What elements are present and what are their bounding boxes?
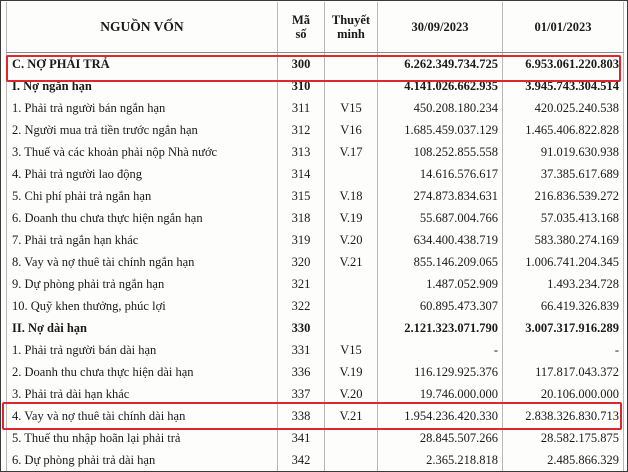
row-value-period-2: 20.106.000.000 — [503, 383, 624, 405]
table-row — [7, 97, 624, 119]
table-row — [7, 383, 624, 405]
row-value-period-1: 108.252.855.558 — [378, 141, 503, 163]
row-code: 342 — [278, 449, 325, 471]
row-code: 341 — [278, 427, 325, 449]
table-row — [7, 361, 624, 383]
balance-sheet-liabilities-table — [6, 2, 624, 471]
row-note: V.19 — [325, 207, 378, 229]
row-code: 331 — [278, 339, 325, 361]
table-row — [7, 119, 624, 141]
row-code: 318 — [278, 207, 325, 229]
row-note — [325, 427, 378, 449]
row-note: V.20 — [325, 229, 378, 251]
row-value-period-1: 55.687.004.766 — [378, 207, 503, 229]
row-code: 321 — [278, 273, 325, 295]
row-note: V.21 — [325, 405, 378, 427]
table-row — [7, 163, 624, 185]
row-name: 1. Phải trả người bán dài hạn — [7, 339, 278, 361]
row-value-period-2: 66.419.326.839 — [503, 295, 624, 317]
table-row — [7, 339, 624, 361]
row-value-period-1: 274.873.834.631 — [378, 185, 503, 207]
table-row — [7, 427, 624, 449]
row-name: 1. Phải trả người bán ngắn hạn — [7, 97, 278, 119]
row-value-period-1: 450.208.180.234 — [378, 97, 503, 119]
row-note — [325, 449, 378, 471]
row-note: V15 — [325, 339, 378, 361]
row-value-period-2: 2.838.326.830.713 — [503, 405, 624, 427]
row-name: 10. Quỹ khen thưởng, phúc lợi — [7, 295, 278, 317]
row-value-period-2: 2.485.866.329 — [503, 449, 624, 471]
row-note: V16 — [325, 119, 378, 141]
row-name: 6. Dự phòng phải trả dài hạn — [7, 449, 278, 471]
row-note: V.21 — [325, 251, 378, 273]
row-note: V.19 — [325, 361, 378, 383]
table-row — [7, 251, 624, 273]
row-code: 337 — [278, 383, 325, 405]
row-name: 6. Doanh thu chưa thực hiện ngắn hạn — [7, 207, 278, 229]
row-value-period-1: 1.954.236.420.330 — [378, 405, 503, 427]
row-value-period-2: 3.945.743.304.514 — [503, 75, 624, 97]
header-code — [278, 2, 325, 53]
row-value-period-1: 6.262.349.734.725 — [378, 53, 503, 76]
row-code: 300 — [278, 53, 325, 76]
row-note — [325, 295, 378, 317]
row-note — [325, 163, 378, 185]
row-value-period-1: 1.685.459.037.129 — [378, 119, 503, 141]
row-name: 4. Phải trả người lao động — [7, 163, 278, 185]
row-value-period-2: 6.953.061.220.803 — [503, 53, 624, 76]
row-code: 320 — [278, 251, 325, 273]
row-value-period-2: 37.385.617.689 — [503, 163, 624, 185]
row-code: 315 — [278, 185, 325, 207]
row-name: 4. Vay và nợ thuê tài chính dài hạn — [7, 405, 278, 427]
row-value-period-2: 1.465.406.822.828 — [503, 119, 624, 141]
row-name: 2. Người mua trả tiền trước ngắn hạn — [7, 119, 278, 141]
row-value-period-1: 2.121.323.071.790 — [378, 317, 503, 339]
row-value-period-2: 91.019.630.938 — [503, 141, 624, 163]
row-code: 314 — [278, 163, 325, 185]
row-code: 310 — [278, 75, 325, 97]
header-note-line1: Thuyết — [331, 13, 371, 27]
row-note — [325, 53, 378, 76]
row-name: 8. Vay và nợ thuê tài chính ngắn hạn — [7, 251, 278, 273]
row-name: II. Nợ dài hạn — [7, 317, 278, 339]
row-name: 3. Thuế và các khoản phải nộp Nhà nước — [7, 141, 278, 163]
header-code-line2: số — [295, 27, 307, 41]
row-value-period-2: 1.493.234.728 — [503, 273, 624, 295]
row-value-period-1: 14.616.576.617 — [378, 163, 503, 185]
row-value-period-1: 2.365.218.818 — [378, 449, 503, 471]
header-note-line2: minh — [337, 27, 365, 41]
row-value-period-1: 28.845.507.266 — [378, 427, 503, 449]
row-note — [325, 273, 378, 295]
header-period-1: 30/09/2023 — [378, 2, 503, 53]
row-value-period-2: 216.836.539.272 — [503, 185, 624, 207]
row-code: 322 — [278, 295, 325, 317]
table-row — [7, 317, 624, 339]
row-value-period-2: - — [503, 339, 624, 361]
row-value-period-1: 4.141.026.662.935 — [378, 75, 503, 97]
row-value-period-1: 116.129.925.376 — [378, 361, 503, 383]
row-note — [325, 317, 378, 339]
row-value-period-2: 420.025.240.538 — [503, 97, 624, 119]
row-note — [325, 75, 378, 97]
table-row — [7, 295, 624, 317]
row-code: 312 — [278, 119, 325, 141]
row-value-period-2: 1.006.741.204.345 — [503, 251, 624, 273]
row-code: 330 — [278, 317, 325, 339]
table-row — [7, 53, 624, 76]
table-body — [7, 53, 624, 472]
row-code: 313 — [278, 141, 325, 163]
table-row — [7, 141, 624, 163]
table-row — [7, 449, 624, 471]
row-value-period-2: 117.817.043.372 — [503, 361, 624, 383]
row-value-period-2: 57.035.413.168 — [503, 207, 624, 229]
table-row — [7, 207, 624, 229]
header-note — [325, 2, 378, 53]
header-name: NGUỒN VỐN — [7, 2, 278, 53]
row-code: 319 — [278, 229, 325, 251]
row-value-period-1: 60.895.473.307 — [378, 295, 503, 317]
row-value-period-1: 634.400.438.719 — [378, 229, 503, 251]
row-code: 311 — [278, 97, 325, 119]
table-row — [7, 405, 624, 427]
row-value-period-2: 3.007.317.916.289 — [503, 317, 624, 339]
row-name: 5. Thuế thu nhập hoãn lại phải trả — [7, 427, 278, 449]
row-value-period-1: 855.146.209.065 — [378, 251, 503, 273]
row-code: 338 — [278, 405, 325, 427]
row-value-period-1: 1.487.052.909 — [378, 273, 503, 295]
row-code: 336 — [278, 361, 325, 383]
header-code-line1: Mã — [291, 13, 311, 27]
row-value-period-2: 28.582.175.875 — [503, 427, 624, 449]
row-value-period-1: - — [378, 339, 503, 361]
row-note: V.18 — [325, 185, 378, 207]
table-row — [7, 75, 624, 97]
row-name: 9. Dự phòng phải trả ngắn hạn — [7, 273, 278, 295]
table-row — [7, 273, 624, 295]
table-row — [7, 185, 624, 207]
row-name: 7. Phải trả ngắn hạn khác — [7, 229, 278, 251]
table-header — [7, 2, 624, 53]
row-name: 3. Phải trả dài hạn khác — [7, 383, 278, 405]
header-period-2: 01/01/2023 — [503, 2, 624, 53]
row-name: I. Nợ ngắn hạn — [7, 75, 278, 97]
row-note: V.17 — [325, 141, 378, 163]
row-name: C. NỢ PHẢI TRẢ — [7, 53, 278, 76]
row-note: V15 — [325, 97, 378, 119]
row-name: 5. Chi phí phải trả ngắn hạn — [7, 185, 278, 207]
row-value-period-2: 583.380.274.169 — [503, 229, 624, 251]
row-name: 2. Doanh thu chưa thực hiện dài hạn — [7, 361, 278, 383]
table-row — [7, 229, 624, 251]
row-value-period-1: 19.746.000.000 — [378, 383, 503, 405]
row-note: V.20 — [325, 383, 378, 405]
